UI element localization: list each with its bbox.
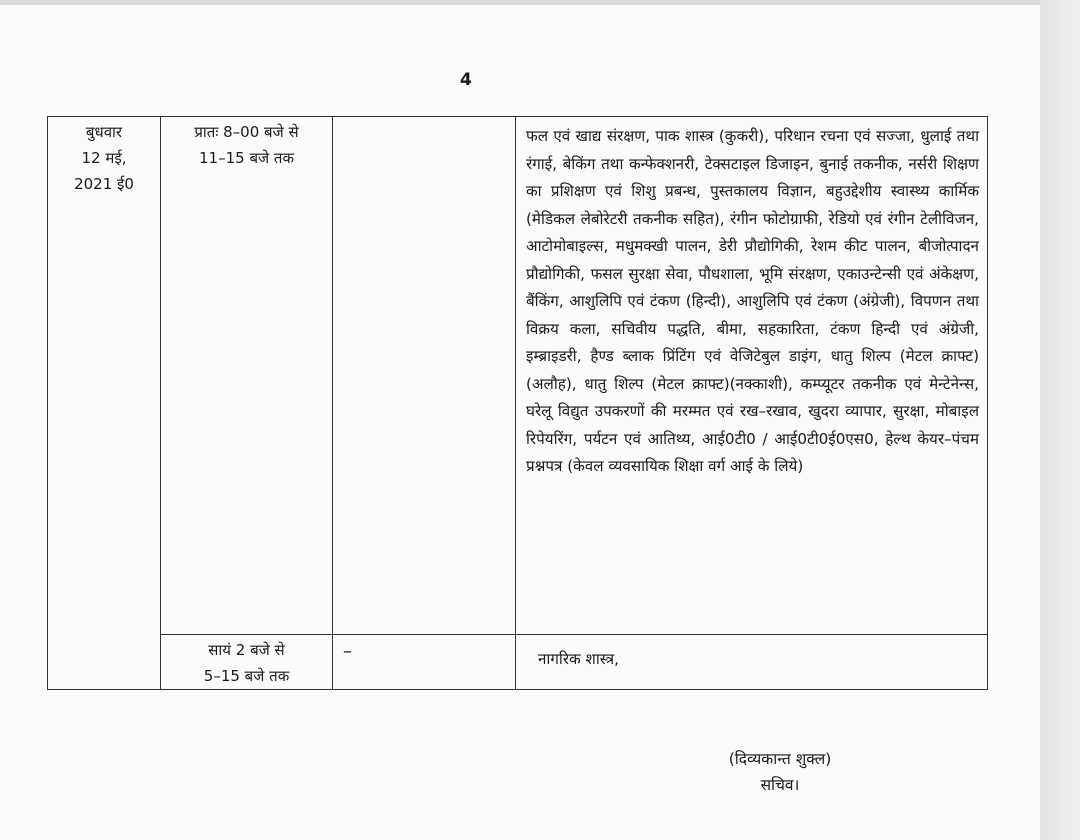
evening-time-end: 5–15 बजे तक	[203, 667, 290, 685]
day-year: 2021 ई0	[74, 175, 134, 193]
table-row	[48, 635, 988, 690]
day-cell	[48, 117, 161, 690]
morning-time-end: 11–15 बजे तक	[199, 149, 294, 167]
signature-block	[700, 746, 860, 798]
morning-time-start: प्रातः 8–00 बजे से	[194, 123, 299, 141]
morning-subjects-cell: फल एवं खाद्य संरक्षण, पाक शास्त्र (कुकरी), परिधान रचना एवं सज्जा, धुलाई तथा रंगाई, बेकिंग तथा कन्फेक्शनरी, टेक्सटाइल डिजाइन, बुनाई तकनीक, नर्सरी शिक्षण का प्रशिक्षण एवं शिशु प्रबन्ध, पुस्तकालय विज्ञान, बहुउद्देशीय स्वास्थ्य कार्मिक (मेडिकल लेबोरेटरी तकनीक सहित), रंगीन फोटोग्राफी, रेडियो एवं रंगीन टेलीविजन, आटोमोबाइल्स, मधुमक्खी पालन, डेरी प्रौद्योगिकी, रेशम कीट पालन, बीजोत्पादन प्रौद्योगिकी, फसल सुरक्षा सेवा, पौधशाला, भूमि संरक्षण, एकाउन्टेन्सी एवं अंकेक्षण, बैंकिंग, आशुलिपि एवं टंकण (हिन्दी), आशुलिपि एवं टंकण (अंग्रेजी), विपणन तथा विक्रय कला, सचिवीय पद्धति, बीमा, सहकारिता, टंकण हिन्दी एवं अंग्रेजी, इम्ब्राइडरी, हैण्ड ब्लाक प्रिंटिंग एवं वेजिटेबुल डाइंग, धातु शिल्प (मेटल क्राफ्ट)(अलौह), धातु शिल्प (मेटल क्राफ्ट)(नक्काशी), कम्प्यूटर तकनीक एवं मेन्टेनेन्स, घरेलू विद्युत उपकरणों की मरम्मत एवं रख–रखाव, खुदरा व्यापार, सुरक्षा, मोबाइल रिपेयरिंग, पर्यटन एवं आतिथ्य, आई0टी0 / आई0टी0ई0एस0, हेल्थ केयर–पंचम प्रश्नपत्र (केवल व्यवसायिक शिक्षा वर्ग आई के लिये)	[516, 117, 988, 635]
exam-schedule-table	[47, 116, 988, 690]
evening-time-cell	[161, 635, 333, 690]
day-name: बुधवार	[85, 123, 123, 141]
morning-remark-cell	[333, 117, 516, 635]
morning-time-cell	[161, 117, 333, 635]
signatory-designation: सचिव।	[760, 776, 800, 794]
page-edge	[1040, 0, 1080, 840]
evening-remark-cell: –	[333, 635, 516, 690]
evening-time-start: सायं 2 बजे से	[208, 641, 285, 659]
signatory-name: (दिव्यकान्त शुक्ल)	[728, 750, 832, 768]
evening-subjects-cell: नागरिक शास्त्र,	[516, 635, 988, 690]
table-row	[48, 117, 988, 635]
day-date: 12 मई,	[81, 149, 127, 167]
page-number: 4	[460, 70, 472, 90]
